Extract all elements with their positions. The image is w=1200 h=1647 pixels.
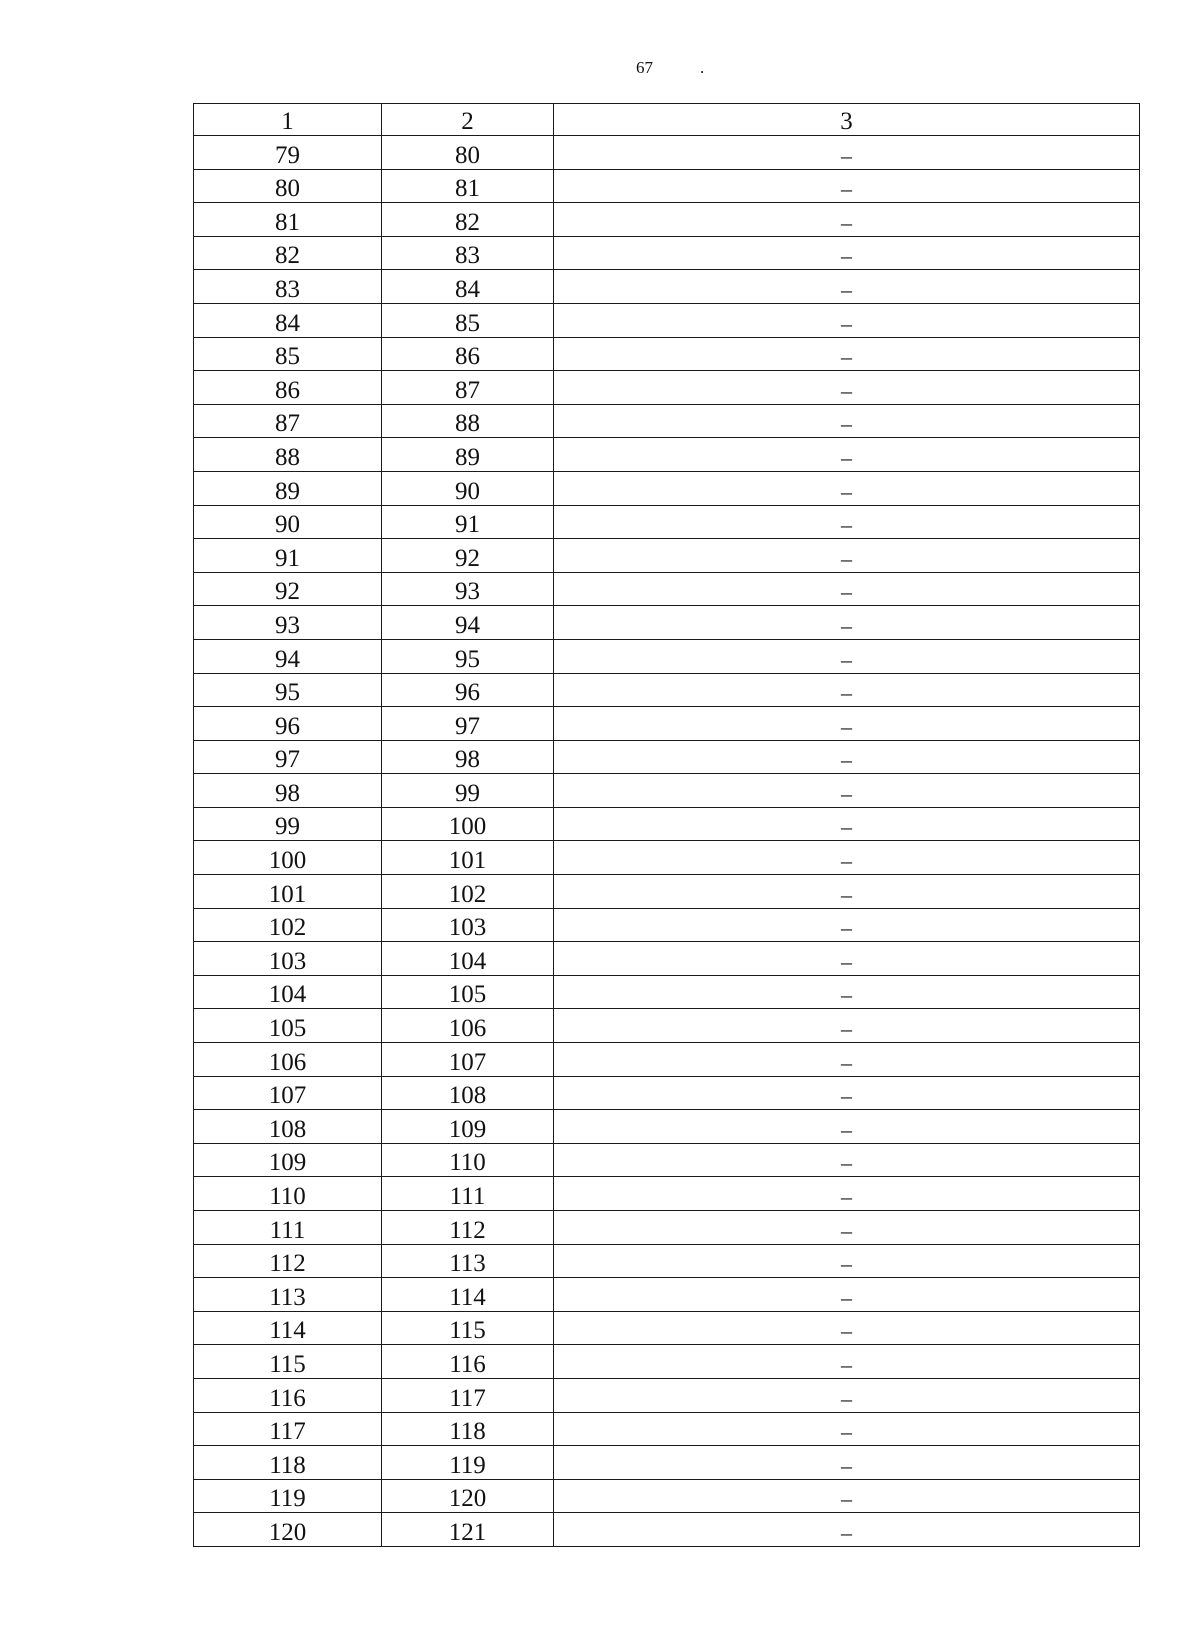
table-cell-col-1: 94 xyxy=(194,639,382,673)
table-row xyxy=(194,1143,1140,1177)
table-cell-col-1: 99 xyxy=(194,807,382,841)
table-cell-col-2: 119 xyxy=(382,1446,554,1480)
table-row xyxy=(194,1345,1140,1379)
dash-value: – xyxy=(841,579,852,605)
table-cell-col-3 xyxy=(554,774,1140,808)
table-cell-col-3 xyxy=(554,1513,1140,1547)
table-cell-col-2: 117 xyxy=(382,1378,554,1412)
table-cell-col-3 xyxy=(554,740,1140,774)
table-cell-col-1: 102 xyxy=(194,908,382,942)
table-row xyxy=(194,1009,1140,1043)
table-cell-col-1: 109 xyxy=(194,1143,382,1177)
data-table-container xyxy=(193,103,1139,1547)
table-row xyxy=(194,875,1140,909)
dash-value: – xyxy=(841,881,852,907)
table-cell-col-1: 116 xyxy=(194,1378,382,1412)
table-cell-col-2: 87 xyxy=(382,371,554,405)
dash-value: – xyxy=(841,1419,852,1445)
table-cell-col-2: 101 xyxy=(382,841,554,875)
table-cell-col-2: 92 xyxy=(382,539,554,573)
table-cell-col-1: 106 xyxy=(194,1043,382,1077)
dash-value: – xyxy=(841,1452,852,1478)
dash-value: – xyxy=(841,1318,852,1344)
dash-value: – xyxy=(841,1351,852,1377)
dash-value: – xyxy=(841,1116,852,1142)
dash-value: – xyxy=(841,411,852,437)
table-cell-col-2: 95 xyxy=(382,639,554,673)
table-cell-col-1: 87 xyxy=(194,404,382,438)
table-row xyxy=(194,404,1140,438)
table-cell-col-2: 84 xyxy=(382,270,554,304)
dash-value: – xyxy=(841,982,852,1008)
table-row xyxy=(194,975,1140,1009)
table-cell-col-3 xyxy=(554,371,1140,405)
table-cell-col-3 xyxy=(554,1043,1140,1077)
table-cell-col-1: 111 xyxy=(194,1211,382,1245)
table-cell-col-1: 86 xyxy=(194,371,382,405)
dash-value: – xyxy=(841,478,852,504)
dash-value: – xyxy=(841,1083,852,1109)
table-cell-col-1: 113 xyxy=(194,1278,382,1312)
table-cell-col-2: 81 xyxy=(382,169,554,203)
table-cell-col-1: 80 xyxy=(194,169,382,203)
table-cell-col-1: 89 xyxy=(194,471,382,505)
dash-value: – xyxy=(841,176,852,202)
table-cell-col-2: 93 xyxy=(382,572,554,606)
table-row xyxy=(194,1446,1140,1480)
dash-value: – xyxy=(841,780,852,806)
table-row xyxy=(194,707,1140,741)
table-cell-col-2: 97 xyxy=(382,707,554,741)
dash-value: – xyxy=(841,814,852,840)
column-header-2: 2 xyxy=(382,104,554,136)
table-cell-col-2: 80 xyxy=(382,136,554,170)
table-cell-col-2: 116 xyxy=(382,1345,554,1379)
table-row xyxy=(194,807,1140,841)
table-cell-col-1: 92 xyxy=(194,572,382,606)
table-cell-col-3 xyxy=(554,639,1140,673)
table-cell-col-3 xyxy=(554,1446,1140,1480)
dash-value: – xyxy=(841,276,852,302)
table-cell-col-3 xyxy=(554,1177,1140,1211)
table-row xyxy=(194,539,1140,573)
dash-value: – xyxy=(841,1184,852,1209)
dash-value: – xyxy=(841,1217,852,1243)
table-cell-col-3 xyxy=(554,1009,1140,1043)
table-cell-col-2: 106 xyxy=(382,1009,554,1043)
table-row xyxy=(194,908,1140,942)
table-row xyxy=(194,471,1140,505)
table-row xyxy=(194,169,1140,203)
dash-value: – xyxy=(841,680,852,706)
table-cell-col-2: 83 xyxy=(382,236,554,270)
table-cell-col-1: 104 xyxy=(194,975,382,1009)
table-row xyxy=(194,270,1140,304)
table-body xyxy=(194,136,1140,1547)
table-cell-col-1: 98 xyxy=(194,774,382,808)
table-cell-col-2: 108 xyxy=(382,1076,554,1110)
table-cell-col-3 xyxy=(554,572,1140,606)
table-cell-col-2: 113 xyxy=(382,1244,554,1278)
table-row xyxy=(194,774,1140,808)
table-cell-col-3 xyxy=(554,438,1140,472)
table-cell-col-1: 82 xyxy=(194,236,382,270)
table-cell-col-3 xyxy=(554,203,1140,237)
table-cell-col-2: 99 xyxy=(382,774,554,808)
dash-value: – xyxy=(841,377,852,403)
table-cell-col-3 xyxy=(554,908,1140,942)
table-cell-col-2: 90 xyxy=(382,471,554,505)
table-cell-col-2: 91 xyxy=(382,505,554,539)
table-row xyxy=(194,1076,1140,1110)
table-cell-col-1: 91 xyxy=(194,539,382,573)
table-cell-col-2: 104 xyxy=(382,942,554,976)
table-cell-col-2: 100 xyxy=(382,807,554,841)
table-row xyxy=(194,371,1140,405)
table-cell-col-1: 101 xyxy=(194,875,382,909)
table-cell-col-3 xyxy=(554,471,1140,505)
dash-value: – xyxy=(841,243,852,269)
table-cell-col-3 xyxy=(554,606,1140,640)
table-cell-col-1: 119 xyxy=(194,1479,382,1513)
table-cell-col-2: 98 xyxy=(382,740,554,774)
dash-value: – xyxy=(841,1519,852,1545)
table-cell-col-3 xyxy=(554,1278,1140,1312)
column-header-1: 1 xyxy=(194,104,382,136)
table-row xyxy=(194,1412,1140,1446)
table-row xyxy=(194,1043,1140,1077)
table-row xyxy=(194,203,1140,237)
table-cell-col-3 xyxy=(554,136,1140,170)
table-cell-col-3 xyxy=(554,270,1140,304)
dash-value: – xyxy=(841,512,852,538)
table-row xyxy=(194,438,1140,472)
table-cell-col-1: 118 xyxy=(194,1446,382,1480)
table-cell-col-1: 110 xyxy=(194,1177,382,1211)
dash-value: – xyxy=(841,848,852,874)
table-cell-col-2: 114 xyxy=(382,1278,554,1312)
table-cell-col-3 xyxy=(554,807,1140,841)
table-cell-col-2: 85 xyxy=(382,303,554,337)
dash-value: – xyxy=(841,310,852,336)
table-row xyxy=(194,1211,1140,1245)
table-cell-col-3 xyxy=(554,707,1140,741)
table-cell-col-3 xyxy=(554,337,1140,371)
dash-value: – xyxy=(841,948,852,974)
table-cell-col-2: 110 xyxy=(382,1143,554,1177)
table-cell-col-1: 85 xyxy=(194,337,382,371)
table-cell-col-2: 112 xyxy=(382,1211,554,1245)
table-cell-col-3 xyxy=(554,975,1140,1009)
dash-value: – xyxy=(841,209,852,235)
column-header-3: 3 xyxy=(554,104,1140,136)
table-cell-col-1: 112 xyxy=(194,1244,382,1278)
table-cell-col-2: 86 xyxy=(382,337,554,371)
table-cell-col-2: 109 xyxy=(382,1110,554,1144)
table-cell-col-1: 81 xyxy=(194,203,382,237)
table-cell-col-1: 97 xyxy=(194,740,382,774)
table-cell-col-3 xyxy=(554,236,1140,270)
table-cell-col-1: 105 xyxy=(194,1009,382,1043)
dash-value: – xyxy=(841,344,852,370)
dash-value: – xyxy=(841,915,852,941)
table-row xyxy=(194,1177,1140,1211)
table-cell-col-2: 120 xyxy=(382,1479,554,1513)
table-row xyxy=(194,1110,1140,1144)
table-header-row xyxy=(194,104,1140,136)
table-cell-col-2: 88 xyxy=(382,404,554,438)
table-cell-col-1: 95 xyxy=(194,673,382,707)
table-cell-col-3 xyxy=(554,1311,1140,1345)
page-number: 67 xyxy=(636,58,653,77)
table-cell-col-2: 111 xyxy=(382,1177,554,1211)
dash-value: – xyxy=(841,545,852,571)
table-cell-col-3 xyxy=(554,404,1140,438)
dash-value: – xyxy=(841,612,852,638)
table-cell-col-2: 118 xyxy=(382,1412,554,1446)
dash-value: – xyxy=(841,1486,852,1512)
dash-value: – xyxy=(841,1016,852,1042)
table-cell-col-1: 79 xyxy=(194,136,382,170)
table-row xyxy=(194,1513,1140,1547)
table-cell-col-2: 94 xyxy=(382,606,554,640)
table-cell-col-2: 102 xyxy=(382,875,554,909)
dash-value: – xyxy=(841,142,852,168)
table-cell-col-3 xyxy=(554,1143,1140,1177)
table-cell-col-2: 89 xyxy=(382,438,554,472)
table-cell-col-2: 82 xyxy=(382,203,554,237)
table-cell-col-3 xyxy=(554,169,1140,203)
table-cell-col-3 xyxy=(554,841,1140,875)
table-cell-col-2: 103 xyxy=(382,908,554,942)
dash-value: – xyxy=(841,1251,852,1277)
table-cell-col-3 xyxy=(554,673,1140,707)
table-cell-col-2: 107 xyxy=(382,1043,554,1077)
table-row xyxy=(194,337,1140,371)
dash-value: – xyxy=(841,1150,852,1176)
table-cell-col-3 xyxy=(554,303,1140,337)
table-row xyxy=(194,572,1140,606)
table-cell-col-3 xyxy=(554,942,1140,976)
table-cell-col-3 xyxy=(554,1244,1140,1278)
table-cell-col-1: 84 xyxy=(194,303,382,337)
dash-value: – xyxy=(841,646,852,672)
table-cell-col-3 xyxy=(554,539,1140,573)
table-cell-col-3 xyxy=(554,1412,1140,1446)
table-cell-col-1: 103 xyxy=(194,942,382,976)
dash-value: – xyxy=(841,1049,852,1075)
header-mark: . xyxy=(700,58,705,77)
table-cell-col-3 xyxy=(554,1076,1140,1110)
table-cell-col-2: 105 xyxy=(382,975,554,1009)
table-cell-col-1: 90 xyxy=(194,505,382,539)
table-row xyxy=(194,841,1140,875)
table-row xyxy=(194,1378,1140,1412)
table-cell-col-1: 120 xyxy=(194,1513,382,1547)
table-row xyxy=(194,236,1140,270)
dash-value: – xyxy=(841,747,852,773)
data-table xyxy=(193,103,1140,1547)
table-row xyxy=(194,1278,1140,1312)
table-row xyxy=(194,639,1140,673)
table-cell-col-1: 117 xyxy=(194,1412,382,1446)
table-cell-col-3 xyxy=(554,1110,1140,1144)
table-cell-col-1: 88 xyxy=(194,438,382,472)
table-row xyxy=(194,673,1140,707)
dash-value: – xyxy=(841,1284,852,1310)
table-cell-col-3 xyxy=(554,1345,1140,1379)
table-cell-col-1: 108 xyxy=(194,1110,382,1144)
table-row xyxy=(194,1479,1140,1513)
table-cell-col-3 xyxy=(554,505,1140,539)
page-header xyxy=(0,56,1200,86)
table-row xyxy=(194,740,1140,774)
dash-value: – xyxy=(841,713,852,739)
table-cell-col-1: 107 xyxy=(194,1076,382,1110)
table-cell-col-1: 114 xyxy=(194,1311,382,1345)
table-cell-col-3 xyxy=(554,1479,1140,1513)
table-cell-col-2: 115 xyxy=(382,1311,554,1345)
dash-value: – xyxy=(841,1385,852,1411)
table-row xyxy=(194,606,1140,640)
table-row xyxy=(194,942,1140,976)
table-cell-col-3 xyxy=(554,875,1140,909)
table-cell-col-1: 93 xyxy=(194,606,382,640)
table-cell-col-3 xyxy=(554,1378,1140,1412)
table-cell-col-2: 121 xyxy=(382,1513,554,1547)
table-cell-col-1: 83 xyxy=(194,270,382,304)
table-row xyxy=(194,303,1140,337)
table-cell-col-1: 96 xyxy=(194,707,382,741)
table-cell-col-1: 115 xyxy=(194,1345,382,1379)
dash-value: – xyxy=(841,444,852,470)
table-row xyxy=(194,1244,1140,1278)
table-cell-col-3 xyxy=(554,1211,1140,1245)
table-cell-col-2: 96 xyxy=(382,673,554,707)
table-cell-col-1: 100 xyxy=(194,841,382,875)
table-row xyxy=(194,505,1140,539)
table-row xyxy=(194,1311,1140,1345)
table-row xyxy=(194,136,1140,170)
